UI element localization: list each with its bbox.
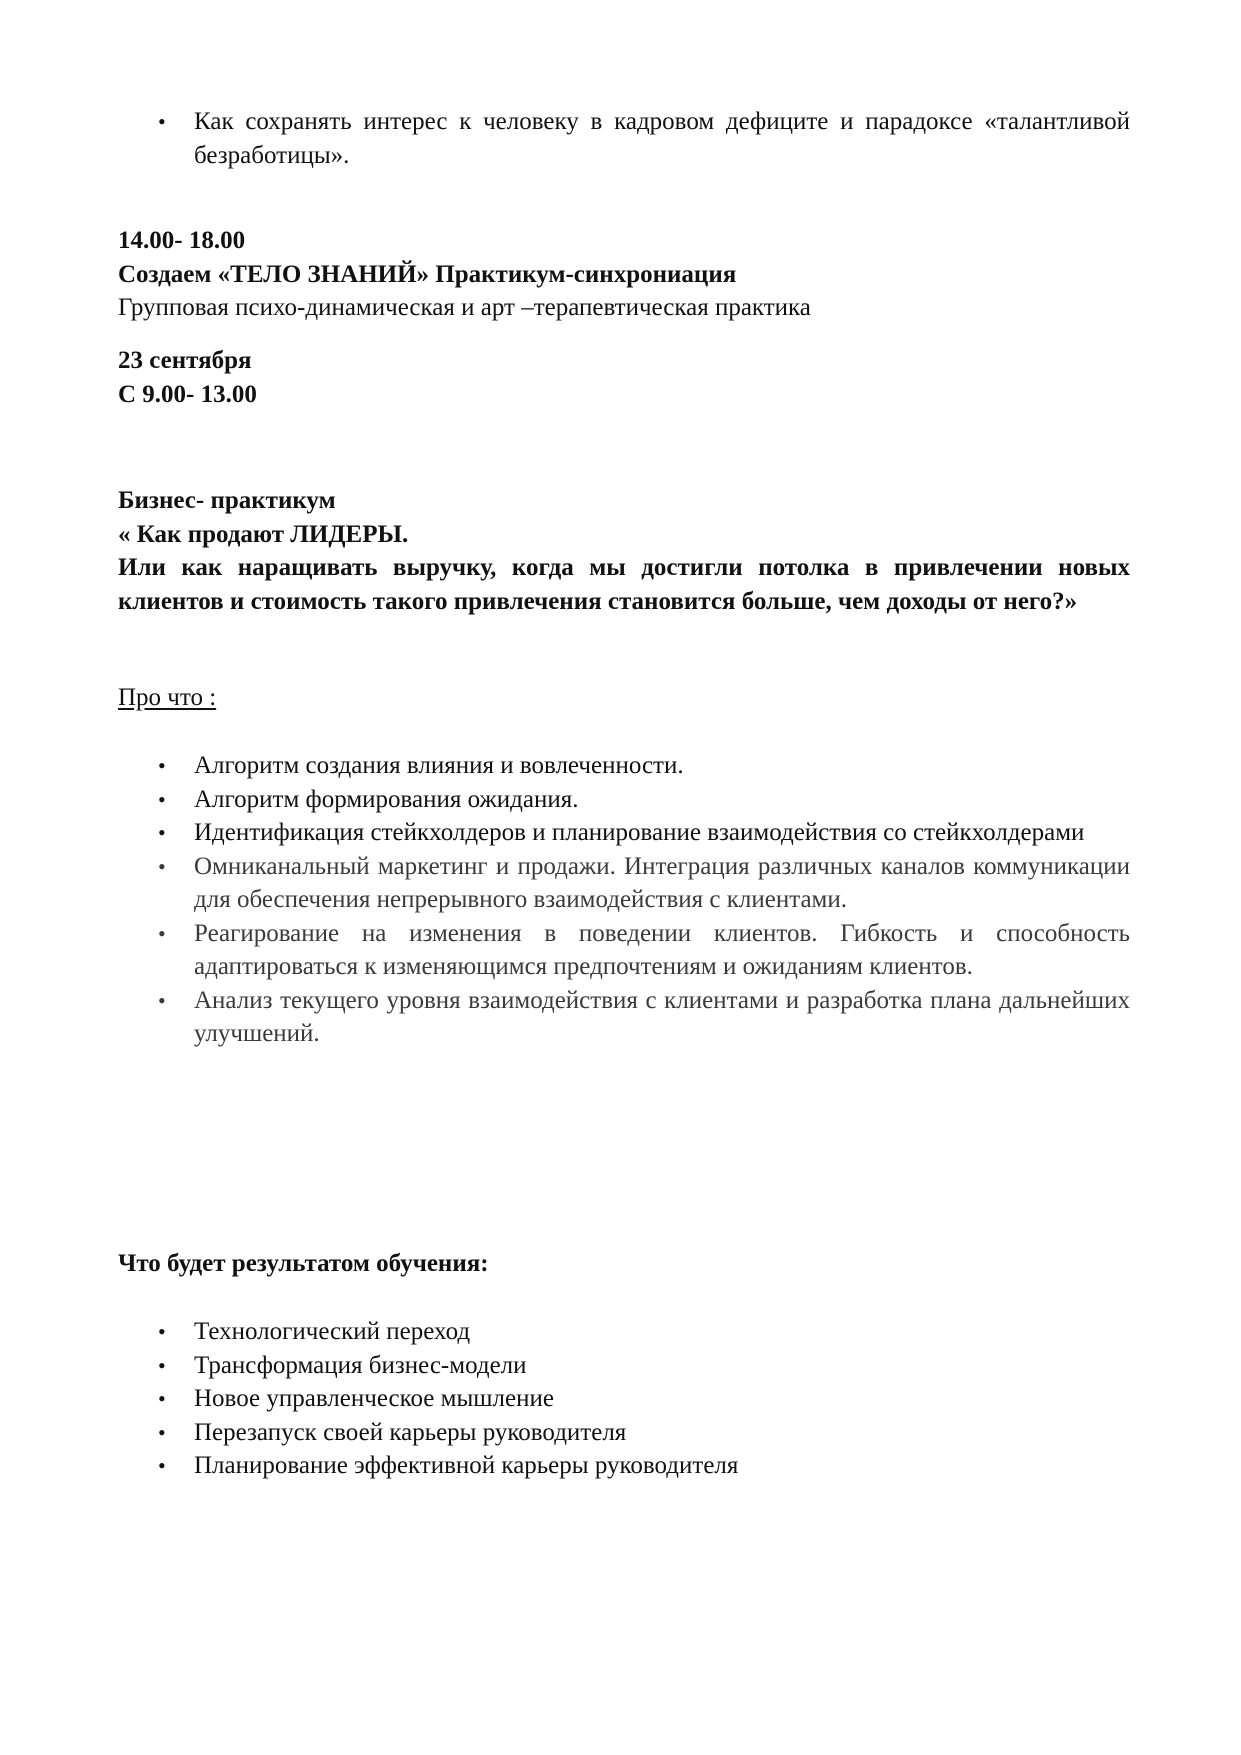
list-item: • Реагирование на изменения в поведении клиентов. Гибкость и способность адаптироваться к изменяющимся предпочтениям и ожиданиям клиентов.: [118, 917, 1130, 984]
bullet-icon: •: [158, 753, 166, 778]
bullet-icon: •: [158, 987, 166, 1013]
bullet-icon: •: [158, 1386, 166, 1411]
results-bullet-list: [118, 1315, 1130, 1483]
bullet-icon: •: [158, 1453, 166, 1478]
practicum-type: Бизнес- практикум: [118, 487, 336, 514]
list-item: • Алгоритм формирования ожидания.: [118, 783, 1130, 817]
about-label: Про что :: [118, 684, 217, 711]
session-title: Создаем «ТЕЛО ЗНАНИЙ» Практикум-синхрониация: [118, 260, 737, 288]
bullet-icon: •: [158, 1319, 166, 1344]
list-item: • Идентификация стейкхолдеров и планирование взаимодействия со стейкхолдерами: [118, 816, 1130, 850]
bullet-icon: •: [158, 1419, 166, 1445]
list-item: • Омниканальный маркетинг и продажи. Интеграция различных каналов коммуникации для обеспечения непрерывного взаимодействия с клиентами.: [118, 850, 1130, 917]
about-bullet-list: [118, 749, 1130, 1051]
list-item: • Новое управленческое мышление: [118, 1382, 1130, 1416]
session-date: 23 сентября: [118, 347, 252, 374]
session-subtitle: Групповая психо-динамическая и арт –терапевтическая практика: [118, 294, 811, 321]
list-item: • Как сохранять интерес к человеку в кадровом дефиците и парадоксе «талантливой безработицы».: [118, 105, 1130, 172]
practicum-heading: [118, 484, 1130, 618]
list-item: • Технологический переход: [118, 1315, 1130, 1349]
session-time: С 9.00- 13.00: [118, 380, 257, 408]
bullet-icon: •: [158, 820, 166, 845]
intro-bullet-list: [118, 105, 1130, 172]
results-heading-block: [118, 1247, 1130, 1281]
bullet-icon: •: [158, 109, 166, 134]
about-label-block: [118, 681, 1130, 715]
bullet-icon: •: [158, 853, 166, 879]
list-item: • Анализ текущего уровня взаимодействия с клиентами и разработка плана дальнейших улучшений.: [118, 984, 1130, 1051]
bullet-icon: •: [158, 786, 166, 812]
results-heading: Что будет результатом обучения:: [118, 1250, 489, 1277]
list-item: • Алгоритм создания влияния и вовлеченности.: [118, 749, 1130, 783]
practicum-title-body: Или как наращивать выручку, когда мы достигли потолка в привлечении новых клиентов и стоимость такого привлечения становится больше, чем доходы от него?»: [118, 554, 1130, 615]
list-item: • Трансформация бизнес-модели: [118, 1349, 1130, 1383]
session-date-block: [118, 344, 1130, 411]
bullet-icon: •: [158, 1352, 166, 1378]
list-item: • Перезапуск своей карьеры руководителя: [118, 1416, 1130, 1450]
bullet-icon: •: [158, 920, 166, 946]
practicum-title-line: « Как продают ЛИДЕРЫ.: [118, 520, 409, 548]
list-item: • Планирование эффективной карьеры руководителя: [118, 1449, 1130, 1483]
session-time: 14.00- 18.00: [118, 227, 246, 254]
session-afternoon: [118, 224, 1130, 325]
